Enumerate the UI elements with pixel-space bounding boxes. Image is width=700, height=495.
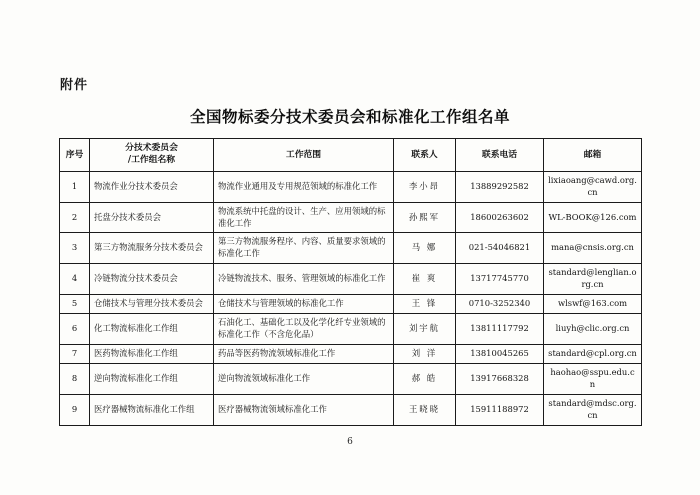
cell-scope: 药品等医药物流领域标准化工作 [214, 344, 394, 363]
cell-person: 王晓晓 [394, 394, 456, 425]
cell-mail: standard@lenglian.org.cn [544, 264, 642, 295]
attachment-label: 附件 [60, 78, 89, 93]
header-no: 序号 [60, 139, 90, 172]
cell-name: 冷链物流分技术委员会 [90, 264, 214, 295]
cell-scope: 仓储技术与管理领域的标准化工作 [214, 295, 394, 314]
table-row [60, 394, 642, 425]
cell-mail: lixiaoang@cawd.org.cn [544, 171, 642, 202]
cell-no: 4 [60, 264, 90, 295]
table-row [60, 344, 642, 363]
table-row [60, 363, 642, 394]
cell-mail: liuyh@clic.org.cn [544, 314, 642, 345]
cell-name: 第三方物流服务分技术委员会 [90, 233, 214, 264]
table-row [60, 171, 642, 202]
cell-no: 1 [60, 171, 90, 202]
cell-no: 3 [60, 233, 90, 264]
cell-person: 王 锋 [394, 295, 456, 314]
header-phone: 联系电话 [456, 139, 544, 172]
cell-phone: 13811117792 [456, 314, 544, 345]
cell-phone: 021-54046821 [456, 233, 544, 264]
cell-scope: 物流系统中托盘的设计、生产、应用领域的标准化工作 [214, 202, 394, 233]
cell-mail: wlswf@163.com [544, 295, 642, 314]
committee-table [59, 138, 642, 426]
cell-no: 6 [60, 314, 90, 345]
cell-phone: 13717745770 [456, 264, 544, 295]
table-header-row [60, 139, 642, 172]
header-name [90, 139, 214, 172]
header-person: 联系人 [394, 139, 456, 172]
cell-scope: 石油化工、基础化工以及化学化纤专业领域的标准化工作（不含危化品） [214, 314, 394, 345]
cell-person: 崔 爽 [394, 264, 456, 295]
cell-phone: 0710-3252340 [456, 295, 544, 314]
header-name-line2: /工作组名称 [127, 154, 176, 165]
cell-no: 8 [60, 363, 90, 394]
cell-name: 逆向物流标准化工作组 [90, 363, 214, 394]
cell-phone: 18600263602 [456, 202, 544, 233]
cell-person: 郝 皓 [394, 363, 456, 394]
cell-name: 医疗器械物流标准化工作组 [90, 394, 214, 425]
cell-scope: 冷链物流技术、服务、管理领域的标准化工作 [214, 264, 394, 295]
table-body [60, 171, 642, 425]
cell-scope: 逆向物流领域标准化工作 [214, 363, 394, 394]
header-name-line1: 分技术委员会 [125, 143, 178, 153]
cell-person: 刘宇航 [394, 314, 456, 345]
cell-mail: mana@cnsis.org.cn [544, 233, 642, 264]
cell-phone: 13917668328 [456, 363, 544, 394]
page-title: 全国物标委分技术委员会和标准化工作组名单 [189, 107, 510, 126]
cell-name: 医药物流标准化工作组 [90, 344, 214, 363]
committee-table-container [59, 138, 641, 426]
cell-no: 2 [60, 202, 90, 233]
cell-name: 仓储技术与管理分技术委员会 [90, 295, 214, 314]
cell-name: 化工物流标准化工作组 [90, 314, 214, 345]
page-number: 6 [347, 437, 353, 447]
cell-name: 物流作业分技术委员会 [90, 171, 214, 202]
header-scope: 工作范围 [214, 139, 394, 172]
table-row [60, 202, 642, 233]
cell-mail: standard@cpl.org.cn [544, 344, 642, 363]
cell-no: 9 [60, 394, 90, 425]
cell-no: 5 [60, 295, 90, 314]
cell-phone: 13810045265 [456, 344, 544, 363]
table-row [60, 314, 642, 345]
cell-mail: WL-BOOK@126.com [544, 202, 642, 233]
cell-name: 托盘分技术委员会 [90, 202, 214, 233]
table-row [60, 264, 642, 295]
header-mail: 邮箱 [544, 139, 642, 172]
cell-person: 刘 洋 [394, 344, 456, 363]
cell-mail: haohao@sspu.edu.cn [544, 363, 642, 394]
cell-scope: 物流作业通用及专用规范领域的标准化工作 [214, 171, 394, 202]
cell-person: 孙熙军 [394, 202, 456, 233]
cell-scope: 医疗器械物流领域标准化工作 [214, 394, 394, 425]
cell-no: 7 [60, 344, 90, 363]
cell-phone: 15911188972 [456, 394, 544, 425]
cell-phone: 13889292582 [456, 171, 544, 202]
cell-scope: 第三方物流服务程序、内容、质量要求领域的标准化工作 [214, 233, 394, 264]
table-row [60, 295, 642, 314]
cell-mail: standard@mdsc.org.cn [544, 394, 642, 425]
table-row [60, 233, 642, 264]
cell-person: 马 娜 [394, 233, 456, 264]
cell-person: 李小昂 [394, 171, 456, 202]
